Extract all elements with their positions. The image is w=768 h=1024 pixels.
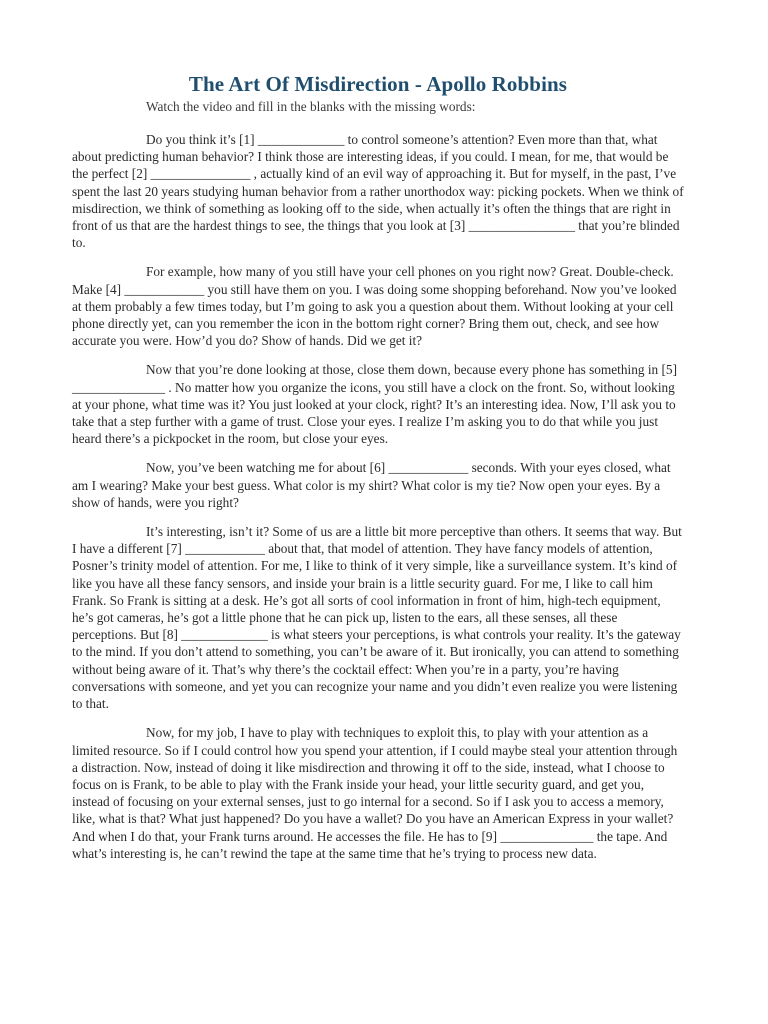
paragraph-2: For example, how many of you still have your cell phones on you right now? Great. Double-check. Make [4] ____________ you still have them on you. I was doing some shopping beforehand. Now you’ve looked at them probably a few times today, but I’m going to ask you a question about them. Without looking at your cell phone directly yet, can you remember the icon in the bottom right corner? Bring them out, check, and see how accurate you were. How’d you do? Show of hands. Did we get it?	[72, 264, 677, 349]
paragraph-3: Now that you’re done looking at those, close them down, because every phone has something in [5] ______________ . No matter how you organize the icons, you still have a clock on the front. So, without looking at your phone, what time was it? You just looked at your clock, right? It’s an interesting idea. Now, I’ll ask you to take that a step further with a game of trust. Close your eyes. I realize I’m asking you to do that while you just heard there’s a pickpocket in the room, but close your eyes.	[72, 362, 678, 447]
instructions-text: Watch the video and fill in the blanks with the missing words:	[146, 99, 476, 114]
paragraph-5: It’s interesting, isn’t it? Some of us are a little bit more perceptive than others. It seems that way. But I have a different [7] ____________ about that, that model of attention. They have fancy models of attention, Posner’s trinity model of attention. For me, I like to think of it very simple, like a surveillance system. It’s kind of like you have all these fancy sensors, and inside your brain is a little security guard. For me, I like to call him Frank. So Frank is sitting at a desk. He’s got all sorts of cool information in front of him, high-tech equipment, he’s got cameras, he’s got a little phone that he can pick up, listen to the ears, all these senses, all these perceptions. But [8] _____________ is what steers your perceptions, is what controls your reality. It’s the gateway to the mind. If you don’t attend to something, you can’t be aware of it. But ironically, you can attend to something without being aware of it. That’s why there’s the cocktail effect: When you’re in a party, you’re having conversations with someone, and yet you can recognize your name and you didn’t even realize you were listening to that.	[72, 524, 682, 712]
paragraph-4: Now, you’ve been watching me for about [6] ____________ seconds. With your eyes closed, what am I wearing? Make your best guess. What color is my shirt? What color is my tie? Now open your eyes. By a show of hands, were you right?	[72, 460, 671, 510]
paragraph-1: Do you think it’s [1] _____________ to control someone’s attention? Even more than that, what about predicting human behavior? I think those are interesting ideas, if you could. I mean, for me, that would be the perfect [2] _______________ , actually kind of an evil way of approaching it. But for myself, in the past, I’ve spent the last 20 years studying human behavior from a rather unorthodox way: picking pockets. When we think of misdirection, we think of something as looking off to the side, when actually it’s often the things that are right in front of us that are the hardest things to see, the things that you look at [3] ________________ that you’re blinded to.	[72, 132, 684, 251]
paragraph-6: Now, for my job, I have to play with techniques to exploit this, to play with your attention as a limited resource. So if I could control how you spend your attention, if I could maybe steal your attention through a distraction. Now, instead of doing it like misdirection and throwing it off to the side, instead, what I choose to focus on is Frank, to be able to play with the Frank inside your head, your little security guard, and get you, instead of focusing on your external senses, just to go internal for a second. So if I ask you to access a memory, like, what is that? What just happened? Do you have a wallet? Do you have an American Express in your wallet? And when I do that, your Frank turns around. He accesses the file. He has to [9] ______________ the tape. And what’s interesting is, he can’t rewind the tape at the same time that he’s trying to process new data.	[72, 725, 678, 861]
document-title: The Art Of Misdirection - Apollo Robbins	[188, 72, 568, 96]
